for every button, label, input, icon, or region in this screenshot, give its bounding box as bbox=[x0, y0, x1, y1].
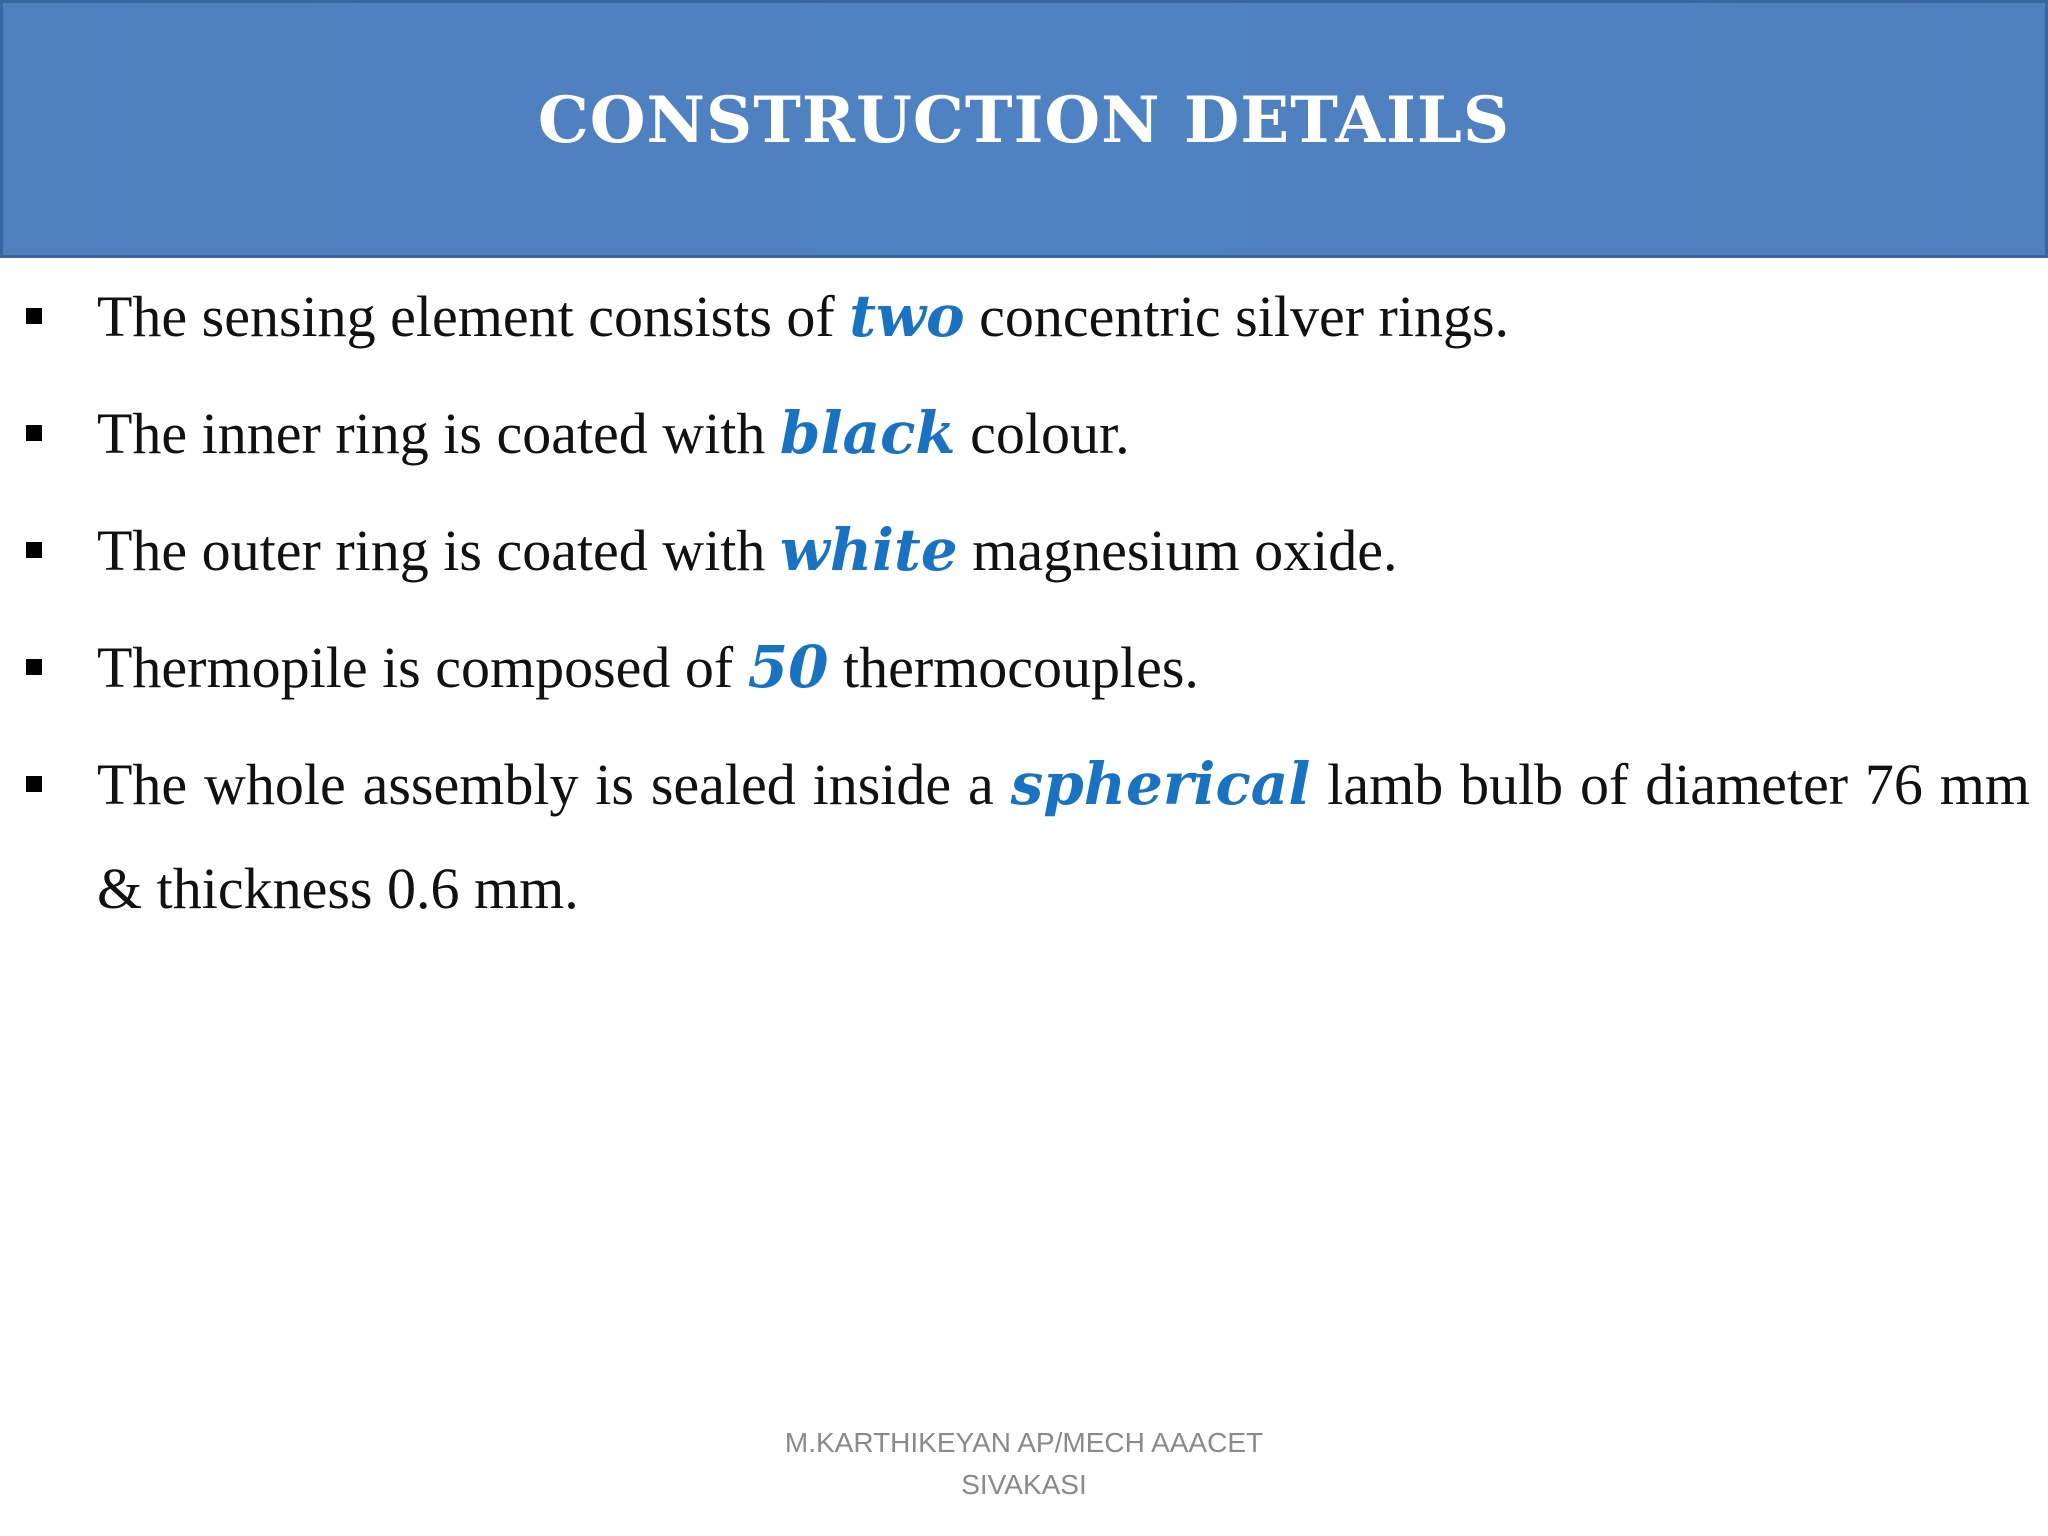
bullet-emphasis: 50 bbox=[747, 633, 829, 701]
footer bbox=[0, 1422, 2048, 1506]
bullet-emphasis: two bbox=[849, 282, 965, 350]
bullet-text: concentric silver rings. bbox=[964, 284, 1510, 349]
bullet-list bbox=[0, 282, 2048, 989]
bullet-item bbox=[0, 732, 2048, 941]
bullet-text: The whole assembly is sealed inside a bbox=[97, 752, 1011, 817]
footer-author: M.KARTHIKEYAN AP/MECH AAACET bbox=[784, 1427, 1264, 1458]
bullet-emphasis: white bbox=[779, 516, 958, 584]
bullet-item bbox=[0, 516, 2048, 585]
bullet-text: thermocouples. bbox=[828, 635, 1199, 700]
square-bullet-icon bbox=[26, 425, 42, 441]
bullet-text: lamb bulb of diameter 76 mm & thickness 0.6 mm. bbox=[97, 752, 2030, 921]
bullet-item bbox=[0, 282, 2048, 351]
bullet-emphasis: black bbox=[779, 399, 956, 467]
bullet-text: The inner ring is coated with bbox=[97, 401, 780, 466]
title-bar bbox=[0, 0, 2048, 258]
bullet-text: magnesium oxide. bbox=[957, 518, 1398, 583]
bullet-text: colour. bbox=[955, 401, 1130, 466]
square-bullet-icon bbox=[26, 659, 42, 675]
bullet-item bbox=[0, 633, 2048, 702]
bullet-text: The outer ring is coated with bbox=[97, 518, 780, 583]
bullet-text: Thermopile is composed of bbox=[97, 635, 748, 700]
slide-title: CONSTRUCTION DETAILS bbox=[537, 82, 1511, 158]
footer-location: SIVAKASI bbox=[961, 1469, 1087, 1500]
square-bullet-icon bbox=[26, 542, 42, 558]
square-bullet-icon bbox=[26, 776, 42, 792]
bullet-text: The sensing element consists of bbox=[97, 284, 850, 349]
square-bullet-icon bbox=[26, 308, 42, 324]
bullet-emphasis: spherical bbox=[1010, 750, 1311, 818]
bullet-item bbox=[0, 399, 2048, 468]
